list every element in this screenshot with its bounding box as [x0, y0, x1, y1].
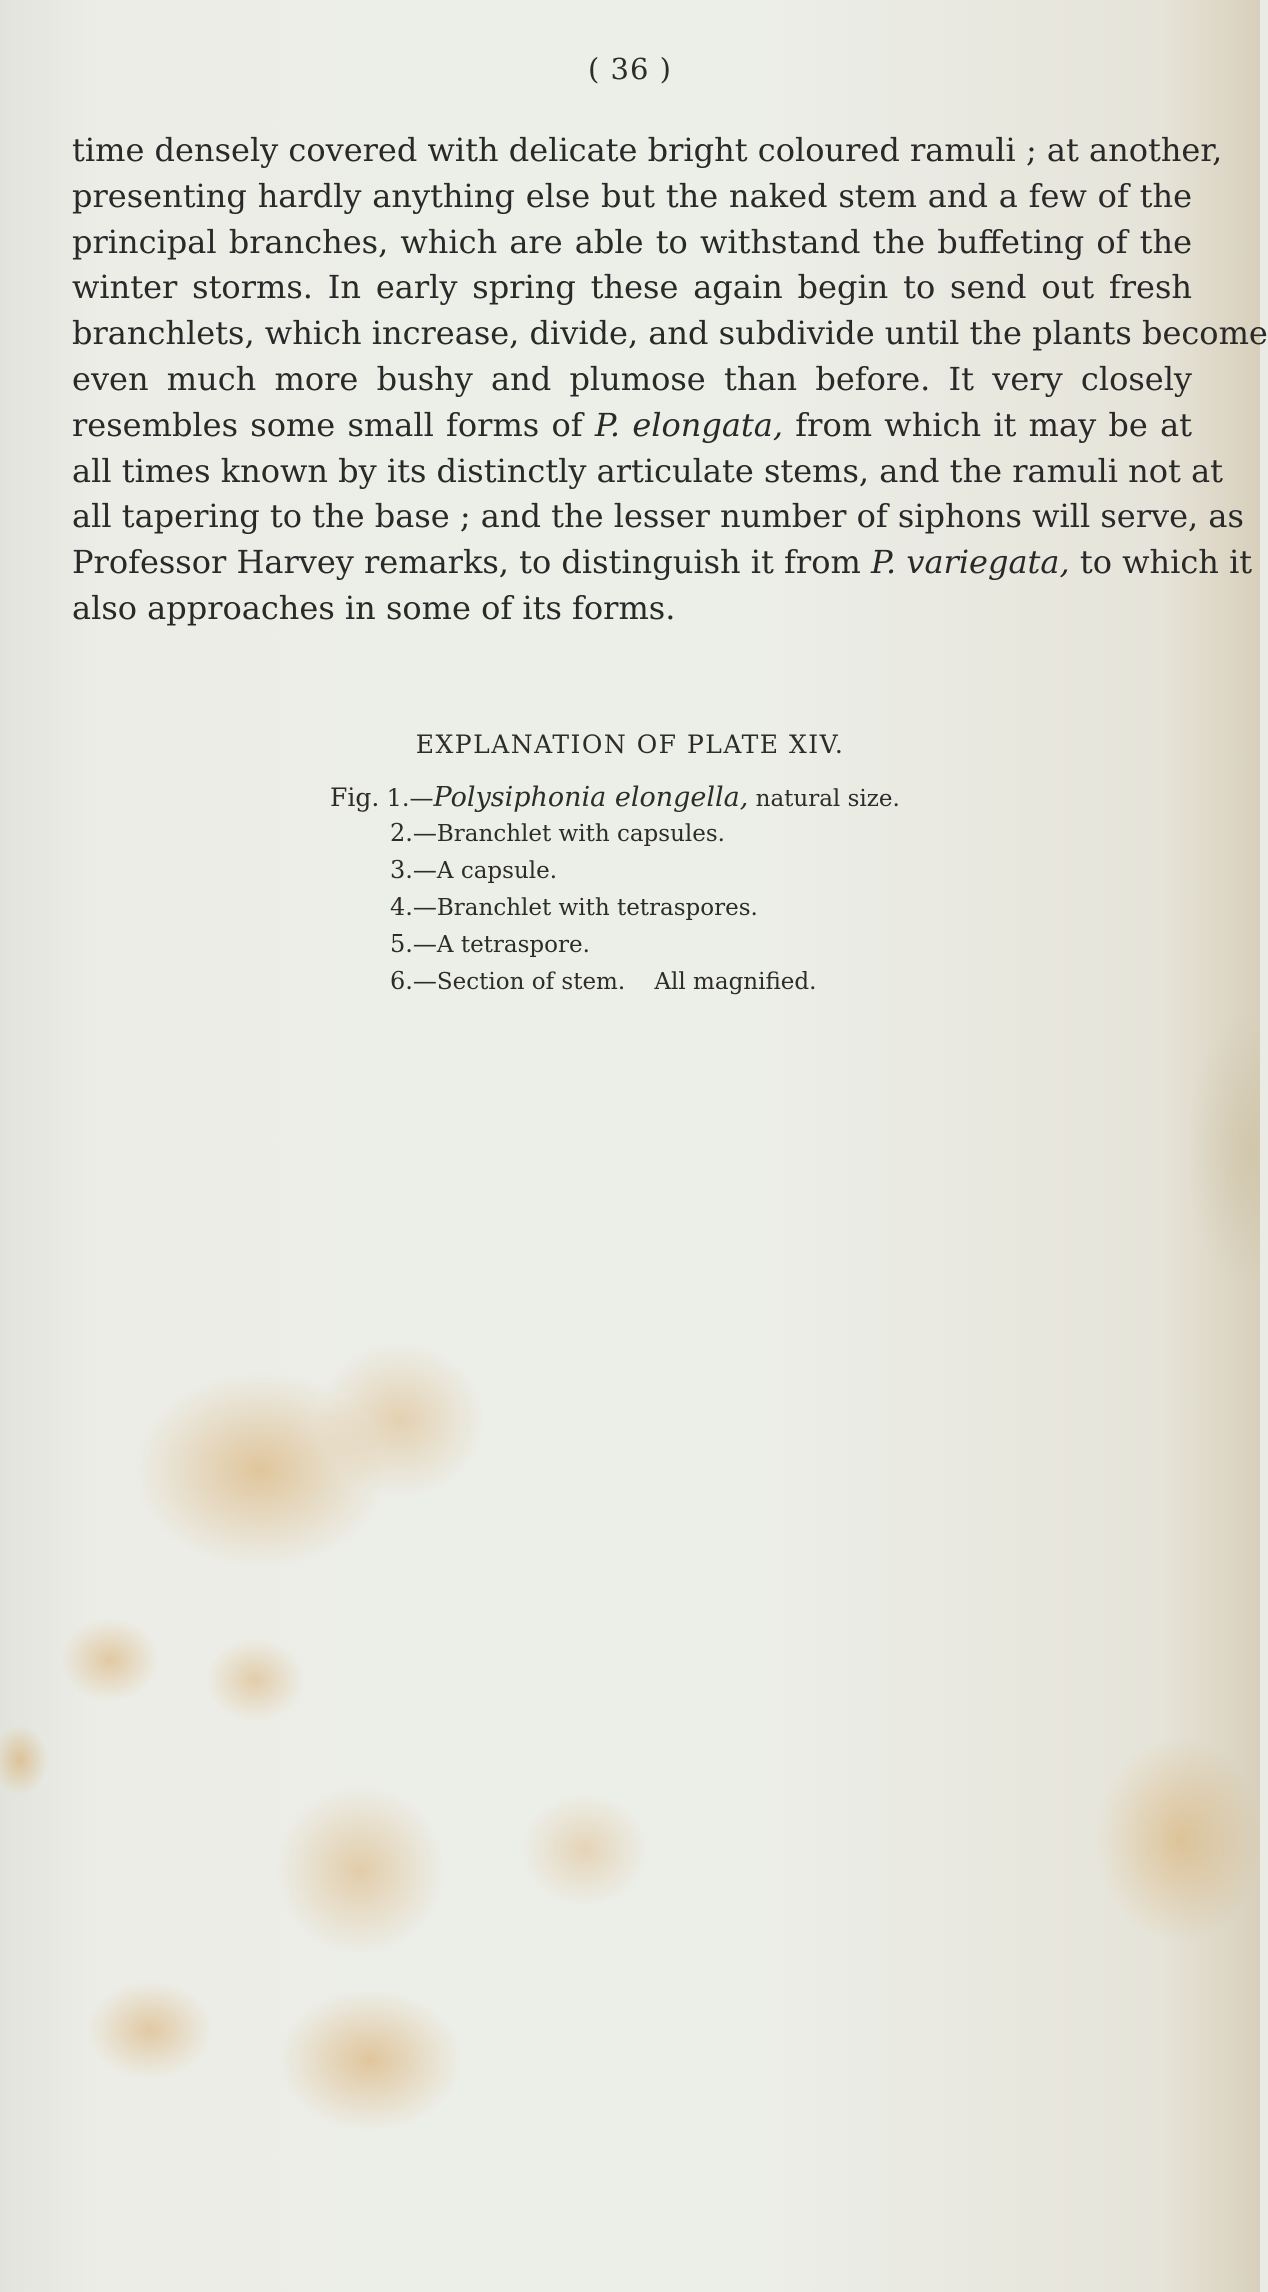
plate-figure-list — [330, 782, 1030, 1004]
figure-item — [330, 819, 1030, 856]
figure-item — [330, 967, 1030, 1004]
figure-caption: Branchlet with capsules. — [436, 821, 725, 847]
text-line: presenting hardly anything else but the naked stem and a few of the — [72, 176, 1192, 215]
figure-item — [330, 893, 1030, 930]
text-line: time densely covered with delicate bright coloured ramuli ; at another, — [72, 131, 1223, 169]
plate-heading: EXPLANATION OF PLATE XIV. — [415, 730, 845, 759]
figure-number: 6.— — [390, 967, 437, 995]
text-line: all tapering to the base ; and the lesser number of siphons will serve, as — [72, 497, 1244, 536]
figure-caption: natural size. — [748, 786, 900, 812]
figure-number: 3.— — [390, 856, 437, 884]
figure-number: 5.— — [390, 930, 437, 958]
body-paragraph — [72, 128, 1268, 632]
text-line: branchlets, which increase, divide, and subdivide until the plants become — [72, 314, 1268, 353]
figure-caption: Branchlet with tetraspores. — [436, 895, 758, 921]
figure-caption: A capsule. — [436, 858, 558, 884]
figure-caption: A tetraspore. — [436, 932, 590, 958]
text-line: principal branches, which are able to withstand the buffeting of the — [72, 222, 1192, 261]
page-number: ( 36 ) — [588, 52, 672, 86]
fig-label: Fig. — [330, 783, 380, 812]
text-line — [72, 540, 1253, 586]
figure-species: Polysiphonia elongella, — [433, 782, 749, 813]
text-line: even much more bushy and plumose than before. It very closely — [72, 359, 1192, 398]
figure-item — [330, 930, 1030, 967]
species-name-italic: P. elongata, — [594, 405, 784, 444]
figure-caption: Section of stem. All magnified. — [436, 969, 817, 995]
text-line: winter storms. In early spring these again begin to send out fresh — [72, 268, 1192, 307]
species-name-italic: P. variegata, — [870, 543, 1070, 582]
text-line: all times known by its distinctly articulate stems, and the ramuli not at — [72, 451, 1223, 490]
figure-number: 2.— — [390, 819, 437, 847]
text-segment: Professor Harvey remarks, to distinguish it from — [72, 543, 871, 582]
text-line: also approaches in some of its forms. — [72, 588, 676, 627]
figure-number: 4.— — [390, 893, 437, 921]
figure-item — [330, 856, 1030, 893]
text-segment: resembles some small forms of — [72, 405, 595, 444]
text-segment: from which it may be at — [783, 405, 1193, 444]
text-line — [72, 403, 1192, 449]
figure-item — [330, 782, 1030, 819]
figure-number: 1.— — [386, 784, 434, 812]
text-segment: to which it — [1069, 543, 1253, 582]
